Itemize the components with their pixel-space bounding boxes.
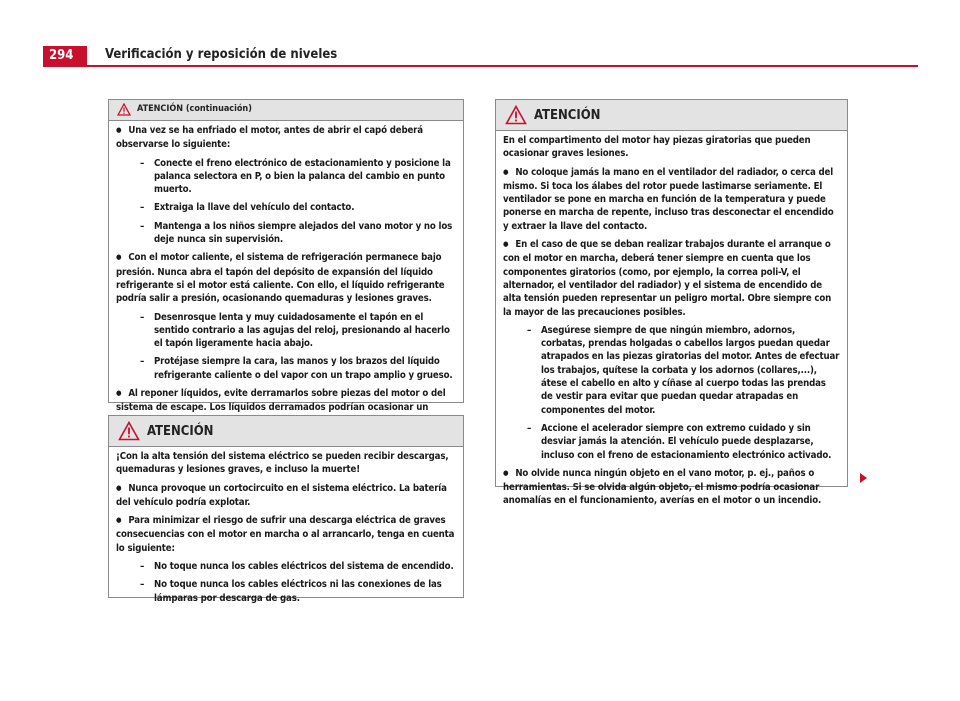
page-header [43, 46, 918, 66]
page-number: 294 [43, 46, 87, 66]
bullet-item: ● Para minimizar el riesgo de sufrir una descarga eléctrica de graves consecuencias con el motor en marcha o al arrancarlo, tenga en cuenta lo siguiente: [116, 514, 456, 555]
bullet-item: ● Al reponer líquidos, evite derramarlos sobre piezas del motor o del sistema de escape. Los líquidos derramados podrían ocasionar un [116, 387, 456, 428]
warning-triangle-icon [118, 421, 140, 441]
warning-box-header [109, 100, 463, 121]
sub-item: – Asegúrese siempre de que ningún miembro, adornos, corbatas, prendas holgadas o cabellos largos puedan quedar atrapados en las piezas giratorias del motor. Antes de efectuar los trabajos, quítese la corbata y los adornos (collares,...), átese el cabello en alto y cíñase al cuerpo todas las prendas de vestir para evitar que puedan quedar atrapadas en componentes del motor. [527, 324, 840, 417]
warning-heading: ATENCIÓN (continuación) [137, 104, 252, 114]
warning-box-header [496, 100, 847, 131]
warning-box-continued [108, 99, 464, 414]
warning-box-header [109, 416, 463, 447]
intro-text: ¡Con la alta tensión del sistema eléctrico se pueden recibir descargas, quemaduras y lesiones graves, e incluso la muerte! [116, 451, 449, 476]
intro-text: En el compartimento del motor hay piezas giratorias que pueden ocasionar graves lesiones. [503, 135, 811, 160]
sub-item: – No toque nunca los cables eléctricos del sistema de encendido. [140, 560, 456, 573]
warning-heading: ATENCIÓN [147, 424, 214, 439]
warning-box-rotating-parts [495, 99, 848, 507]
bullet-item: ● En el caso de que se deban realizar trabajos durante el arranque o con el motor en marcha, deberá tener siempre en cuenta que los componentes giratorios (como, por ejemplo, la correa poli-V, el alternador, el ventilador del radiador) y el sistema de encendido de alta tensión pueden representar un peligro mortal. Obre siempre con la mayor de las precauciones posibles. [503, 238, 840, 319]
header-rule [43, 65, 918, 67]
sub-item: – Conecte el freno electrónico de estacionamiento y posicione la palanca selectora en P, o bien la palanca del cambio en punto muerto. [140, 157, 456, 197]
bullet-item: ● No olvide nunca ningún objeto en el vano motor, p. ej., paños o herramientas. Si se olvida algún objeto, el mismo podría ocasionar anomalías en el funcionamiento, averías en el motor o un incendio. [503, 467, 840, 508]
sub-item: – Desenrosque lenta y muy cuidadosamente el tapón en el sentido contrario a las agujas del reloj, presionando al hacerlo el tapón ligeramente hacia abajo. [140, 311, 456, 351]
sub-item: – No toque nunca los cables eléctricos ni las conexiones de las lámparas por descarga de gas. [140, 578, 456, 605]
continue-arrow-icon [860, 473, 867, 483]
sub-item: – Accione el acelerador siempre con extremo cuidado y sin desviar jamás la atención. El vehículo puede desplazarse, incluso con el freno de estacionamiento electrónico activado. [527, 422, 840, 462]
warning-box-electrical [108, 415, 464, 604]
warning-triangle-icon [117, 103, 131, 116]
warning-content [109, 447, 463, 614]
warning-content [496, 131, 847, 517]
bullet-item: ● Nunca provoque un cortocircuito en el sistema eléctrico. La batería del vehículo podría explotar. [116, 482, 456, 510]
warning-triangle-icon [505, 105, 527, 125]
bullet-item: ● Una vez se ha enfriado el motor, antes de abrir el capó deberá observarse lo siguiente: [116, 124, 456, 152]
page-title: Verificación y reposición de niveles [105, 47, 338, 62]
sub-item: – Mantenga a los niños siempre alejados del vano motor y no los deje nunca sin supervisión. [140, 220, 456, 247]
warning-content [109, 121, 463, 437]
sub-item: – Extraiga la llave del vehículo del contacto. [140, 201, 456, 214]
bullet-item: ● No coloque jamás la mano en el ventilador del radiador, o cerca del mismo. Si toca los álabes del rotor puede lastimarse seriamente. El ventilador se pone en marcha en función de la temperatura y puede ponerse en marcha de repente, incluso tras desconectar el encendido y extraer la llave del contacto. [503, 166, 840, 233]
warning-heading: ATENCIÓN [534, 108, 601, 123]
bullet-item: ● Con el motor caliente, el sistema de refrigeración permanece bajo presión. Nunca abra el tapón del depósito de expansión del líquido refrigerante si el motor está caliente. Con ello, el líquido refrigerante podría salir a presión, ocasionando quemaduras y lesiones graves. [116, 251, 456, 305]
sub-item: – Protéjase siempre la cara, las manos y los brazos del líquido refrigerante caliente o del vapor con un trapo amplio y grueso. [140, 355, 456, 382]
